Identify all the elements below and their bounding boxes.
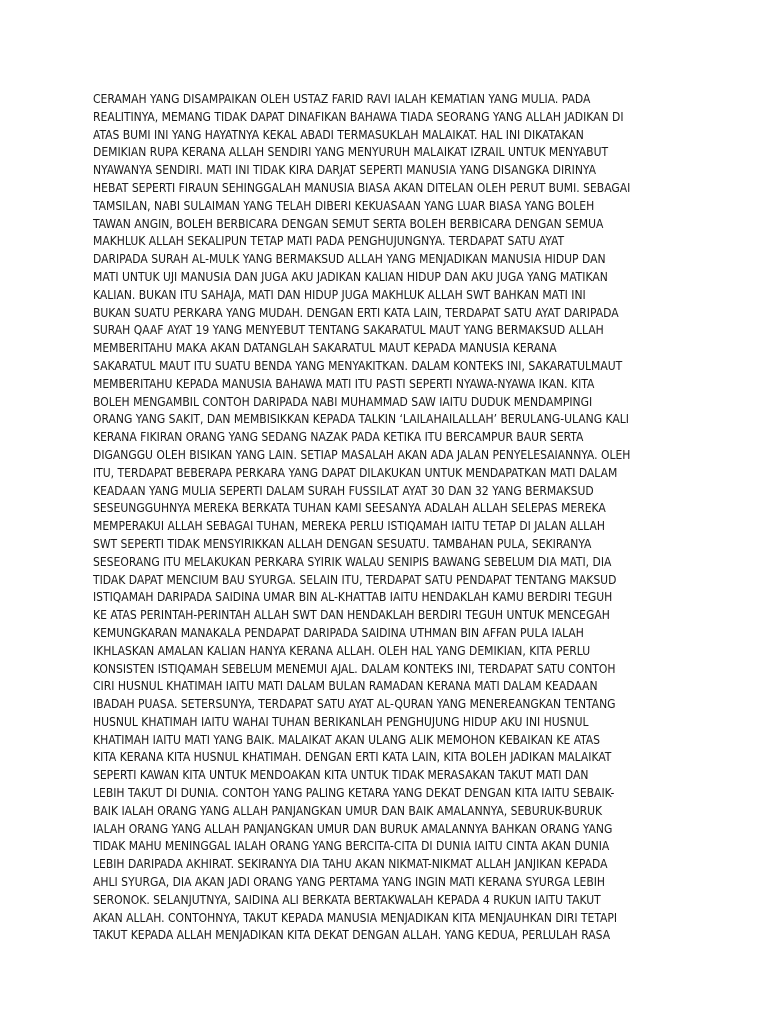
- text-line: CIRI HUSNUL KHATIMAH IAITU MATI DALAM BULAN RAMADAN KERANA MATI DALAM KEADAAN: [93, 679, 598, 694]
- text-line: TAWAN ANGIN, BOLEH BERBICARA DENGAN SEMUT SERTA BOLEH BERBICARA DENGAN SEMUA: [93, 216, 604, 231]
- text-line: CERAMAH YANG DISAMPAIKAN OLEH USTAZ FARID RAVI IALAH KEMATIAN YANG MULIA. PADA: [93, 92, 591, 106]
- text-line: SESEORANG ITU MELAKUKAN PERKARA SYIRIK WALAU SENIPIS BAWANG SEBELUM DIA MATI, DIA: [93, 554, 612, 569]
- text-line: IBADAH PUASA. SETERSUNYA, TERDAPAT SATU AYAT AL-QURAN YANG MENEREANGKAN TENTANG: [93, 697, 616, 712]
- text-line: BAIK IALAH ORANG YANG ALLAH PANJANGKAN UMUR DAN BAIK AMALANNYA, SEBURUK-BURUK: [93, 803, 603, 818]
- text-line: KEADAAN YANG MULIA SEPERTI DALAM SURAH FUSSILAT AYAT 30 DAN 32 YANG BERMAKSUD: [93, 483, 594, 498]
- text-line: MEMPERAKUI ALLAH SEBAGAI TUHAN, MEREKA PERLU ISTIQAMAH IAITU TETAP DI JALAN ALLAH: [93, 519, 605, 534]
- text-line: SEPERTI KAWAN KITA UNTUK MENDOAKAN KITA UNTUK TIDAK MERASAKAN TAKUT MATI DAN: [93, 768, 589, 783]
- text-line: SAKARATUL MAUT ITU SUATU BENDA YANG MENYAKITKAN. DALAM KONTEKS INI, SAKARATULMAUT: [93, 358, 623, 373]
- text-line: MEMBERITAHU KEPADA MANUSIA BAHAWA MATI ITU PASTI SEPERTI NYAWA-NYAWA IKAN. KITA: [93, 376, 595, 391]
- text-line: TAKUT KEPADA ALLAH MENJADIKAN KITA DEKAT DENGAN ALLAH. YANG KEDUA, PERLULAH RASA: [93, 928, 611, 943]
- text-line: KITA KERANA KITA HUSNUL KHATIMAH. DENGAN ERTI KATA LAIN, KITA BOLEH JADIKAN MALAIKAT: [93, 750, 612, 765]
- text-line: REALITINYA, MEMANG TIDAK DAPAT DINAFIKAN BAHAWA TIADA SEORANG YANG ALLAH JADIKAN DI: [93, 109, 624, 124]
- text-line: ITU, TERDAPAT BEBERAPA PERKARA YANG DAPAT DILAKUKAN UNTUK MENDAPATKAN MATI DALAM: [93, 465, 618, 480]
- text-line: KEMUNGKARAN MANAKALA PENDAPAT DARIPADA SAIDINA UTHMAN BIN AFFAN PULA IALAH: [93, 625, 584, 640]
- text-line: IALAH ORANG YANG ALLAH PANJANGKAN UMUR DAN BURUK AMALANNYA BAHKAN ORANG YANG: [93, 821, 613, 836]
- text-line: TIDAK MAHU MENINGGAL IALAH ORANG YANG BERCITA-CITA DI DUNIA IAITU CINTA AKAN DUNIA: [93, 839, 610, 854]
- text-line: ATAS BUMI INI YANG HAYATNYA KEKAL ABADI TERMASUKLAH MALAIKAT. HAL INI DIKATAKAN: [93, 127, 584, 142]
- text-line: DARIPADA SURAH AL-MULK YANG BERMAKSUD ALLAH YANG MENJADIKAN MANUSIA HIDUP DAN: [93, 252, 606, 267]
- text-line: SERONOK. SELANJUTNYA, SAIDINA ALI BERKATA BERTAKWALAH KEPADA 4 RUKUN IAITU TAKUT: [93, 892, 601, 907]
- body-text: [93, 91, 693, 945]
- text-line: KONSISTEN ISTIQAMAH SEBELUM MENEMUI AJAL. DALAM KONTEKS INI, TERDAPAT SATU CONTOH: [93, 661, 616, 676]
- text-line: KE ATAS PERINTAH-PERINTAH ALLAH SWT DAN HENDAKLAH BERDIRI TEGUH UNTUK MENCEGAH: [93, 608, 610, 623]
- text-line: SWT SEPERTI TIDAK MENSYIRIKKAN ALLAH DENGAN SESUATU. TAMBAHAN PULA, SEKIRANYA: [93, 536, 592, 551]
- text-line: DIGANGGU OLEH BISIKAN YANG LAIN. SETIAP MASALAH AKAN ADA JALAN PENYELESAIANNYA. OLEH: [93, 447, 631, 462]
- text-line: KHATIMAH IAITU MATI YANG BAIK. MALAIKAT AKAN ULANG ALIK MEMOHON KEBAIKAN KE ATAS: [93, 732, 601, 747]
- text-line: DEMIKIAN RUPA KERANA ALLAH SENDIRI YANG MENYURUH MALAIKAT IZRAIL UNTUK MENYABUT: [93, 145, 609, 160]
- text-line: LEBIH TAKUT DI DUNIA. CONTOH YANG PALING KETARA YANG DEKAT DENGAN KITA IAITU SEBAIK-: [93, 786, 615, 801]
- text-line: MATI UNTUK UJI MANUSIA DAN JUGA AKU JADIKAN KALIAN HIDUP DAN AKU JUGA YANG MATIKAN: [93, 269, 608, 284]
- text-line: SESEUNGGUHNYA MEREKA BERKATA TUHAN KAMI SEESANYA ADALAH ALLAH SELEPAS MEREKA: [93, 501, 606, 516]
- text-line: HEBAT SEPERTI FIRAUN SEHINGGALAH MANUSIA BIASA AKAN DITELAN OLEH PERUT BUMI. SEBAGAI: [93, 180, 631, 195]
- text-line: TIDAK DAPAT MENCIUM BAU SYURGA. SELAIN ITU, TERDAPAT SATU PENDAPAT TENTANG MAKSUD: [93, 572, 617, 587]
- text-line: BOLEH MENGAMBIL CONTOH DARIPADA NABI MUHAMMAD SAW IAITU DUDUK MENDAMPINGI: [93, 394, 593, 409]
- text-line: TAMSILAN, NABI SULAIMAN YANG TELAH DIBERI KEKUASAAN YANG LUAR BIASA YANG BOLEH: [93, 198, 595, 213]
- text-line: ISTIQAMAH DARIPADA SAIDINA UMAR BIN AL-KHATTAB IAITU HENDAKLAH KAMU BERDIRI TEGUH: [93, 590, 613, 605]
- text-line: MEMBERITAHU MAKA AKAN DATANGLAH SAKARATUL MAUT KEPADA MANUSIA KERANA: [93, 341, 557, 356]
- text-line: AHLI SYURGA, DIA AKAN JADI ORANG YANG PERTAMA YANG INGIN MATI KERANA SYURGA LEBIH: [93, 875, 606, 890]
- text-line: AKAN ALLAH. CONTOHNYA, TAKUT KEPADA MANUSIA MENJADIKAN KITA MENJAUHKAN DIRI TETAPI: [93, 910, 618, 925]
- text-line: HUSNUL KHATIMAH IAITU WAHAI TUHAN BERIKANLAH PENGHUJUNG HIDUP AKU INI HUSNUL: [93, 714, 589, 729]
- text-line: NYAWANYA SENDIRI. MATI INI TIDAK KIRA DARJAT SEPERTI MANUSIA YANG DISANGKA DIRINYA: [93, 163, 596, 178]
- text-line: ORANG YANG SAKIT, DAN MEMBISIKKAN KEPADA TALKIN ‘LAILAHAILALLAH’ BERULANG-ULANG KALI: [93, 412, 629, 427]
- text-line: LEBIH DARIPADA AKHIRAT. SEKIRANYA DIA TAHU AKAN NIKMAT-NIKMAT ALLAH JANJIKAN KEPADA: [93, 857, 608, 872]
- text-line: BUKAN SUATU PERKARA YANG MUDAH. DENGAN ERTI KATA LAIN, TERDAPAT SATU AYAT DARIPADA: [93, 305, 619, 320]
- text-line: MAKHLUK ALLAH SEKALIPUN TETAP MATI PADA PENGHUJUNGNYA. TERDAPAT SATU AYAT: [93, 234, 565, 249]
- text-line: KERANA FIKIRAN ORANG YANG SEDANG NAZAK PADA KETIKA ITU BERCAMPUR BAUR SERTA: [93, 430, 584, 445]
- text-line: IKHLASKAN AMALAN KALIAN HANYA KERANA ALLAH. OLEH HAL YANG DEMIKIAN, KITA PERLU: [93, 643, 591, 658]
- text-line: KALIAN. BUKAN ITU SAHAJA, MATI DAN HIDUP JUGA MAKHLUK ALLAH SWT BAHKAN MATI INI: [93, 287, 586, 302]
- text-line: SURAH QAAF AYAT 19 YANG MENYEBUT TENTANG SAKARATUL MAUT YANG BERMAKSUD ALLAH: [93, 323, 604, 338]
